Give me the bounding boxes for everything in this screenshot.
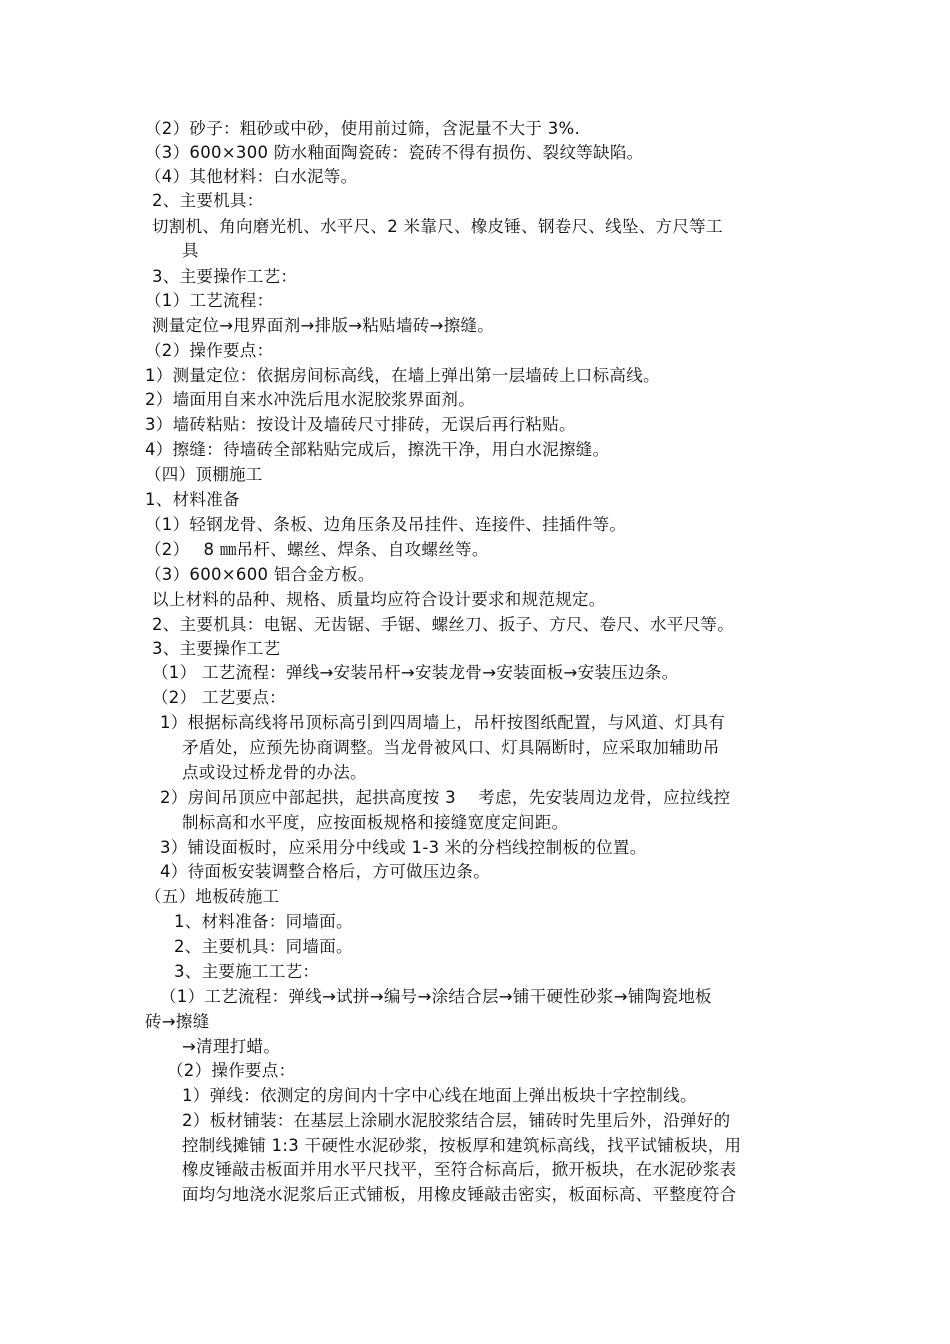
text-line: 3、主要操作工艺： xyxy=(152,267,298,286)
text-line: 1）测量定位：依据房间标高线，在墙上弹出第一层墙砖上口标高线。 xyxy=(145,366,660,385)
text-line: 面均匀地浇水泥浆后正式铺板，用橡皮锤敲击密实，板面标高、平整度符合 xyxy=(182,1185,737,1204)
text-line: 2、主要机具：电锯、无齿锯、手锯、螺丝刀、扳子、方尺、卷尺、水平尺等。 xyxy=(152,615,734,634)
text-line: 1）根据标高线将吊顶标高引到四周墙上，吊杆按图纸配置，与风道、灯具有 xyxy=(160,713,726,732)
text-line: 3）铺设面板时，应采用分中线或 1-3 米的分档线控制板的位置。 xyxy=(160,838,647,857)
text-line: 具 xyxy=(182,241,199,260)
text-line: 3、主要操作工艺 xyxy=(152,639,281,658)
text-line: 1、材料准备 xyxy=(145,490,240,509)
text-line: （3）600×300 防水釉面陶瓷砖：瓷砖不得有损伤、裂纹等缺陷。 xyxy=(145,143,644,162)
text-line: 测量定位→甩界面剂→排版→粘贴墙砖→擦缝。 xyxy=(152,316,495,335)
text-line: 制标高和水平度，应按面板规格和接缝宽度定间距。 xyxy=(182,813,569,832)
text-line: 砖→擦缝 xyxy=(145,1012,210,1031)
text-line: 2）墙面用自来水冲洗后甩水泥胶浆界面剂。 xyxy=(145,390,475,409)
text-line: 4）擦缝：待墙砖全部粘贴完成后，擦洗干净，用白水泥擦缝。 xyxy=(145,440,610,459)
text-line: 3）墙砖粘贴：按设计及墙砖尺寸排砖，无误后再行粘贴。 xyxy=(145,415,576,434)
text-line: （2）操作要点： xyxy=(145,341,274,360)
text-line: （1）轻钢龙骨、条板、边角压条及吊挂件、连接件、挂插件等。 xyxy=(145,515,627,534)
text-line: （1）工艺流程：弹线→试拼→编号→涂结合层→铺干硬性砂浆→铺陶瓷地板 xyxy=(160,987,712,1006)
section-heading: （四）顶棚施工 xyxy=(145,465,263,484)
text-line: 1）弹线：依测定的房间内十字中心线在地面上弹出板块十字控制线。 xyxy=(182,1086,697,1105)
text-line: （2）砂子：粗砂或中砂，使用前过筛，含泥量不大于 3%. xyxy=(145,119,581,138)
text-line: 橡皮锤敲击板面并用水平尺找平，至符合标高后，掀开板块，在水泥砂浆表 xyxy=(182,1160,737,1179)
text-line: 4）待面板安装调整合格后，方可做压边条。 xyxy=(160,862,490,881)
text-line: （2）操作要点： xyxy=(167,1061,296,1080)
text-line: 2）房间吊顶应中部起拱，起拱高度按 3 考虑，先安装周边龙骨，应拉线控 xyxy=(160,788,731,807)
text-line: （2） 8 ㎜吊杆、螺丝、焊条、自攻螺丝等。 xyxy=(145,540,489,559)
text-line: 控制线摊铺 1:3 干硬性水泥砂浆，按板厚和建筑标高线，找平试铺板块，用 xyxy=(182,1136,742,1155)
text-line: 矛盾处，应预先协商调整。当龙骨被风口、灯具隔断时，应采取加辅助吊 xyxy=(182,738,720,757)
text-line: 点或设过桥龙骨的办法。 xyxy=(182,763,367,782)
text-line: （1）工艺流程： xyxy=(145,291,274,310)
text-line: （4）其他材料：白水泥等。 xyxy=(145,167,358,186)
text-line: （3）600×600 铝合金方板。 xyxy=(145,565,375,584)
text-line: 1、材料准备：同墙面。 xyxy=(174,912,353,931)
text-line: （1） 工艺流程：弹线→安装吊杆→安装龙骨→安装面板→安装压边条。 xyxy=(152,663,679,682)
text-line: →清理打蜡。 xyxy=(182,1037,281,1056)
text-line: 2）板材铺装：在基层上涂刷水泥胶浆结合层，铺砖时先里后外，沿弹好的 xyxy=(182,1111,731,1130)
text-line: （2） 工艺要点： xyxy=(152,688,286,707)
text-line: 以上材料的品种、规格、质量均应符合设计要求和规范规定。 xyxy=(152,590,606,609)
section-heading: （五）地板砖施工 xyxy=(145,887,280,906)
text-line: 2、主要机具：同墙面。 xyxy=(174,937,353,956)
text-line: 3、主要施工工艺： xyxy=(174,962,320,981)
text-line: 2、主要机具： xyxy=(152,191,264,210)
text-line: 切割机、角向磨光机、水平尺、2 米靠尺、橡皮锤、钢卷尺、线坠、方尺等工 xyxy=(152,217,723,236)
